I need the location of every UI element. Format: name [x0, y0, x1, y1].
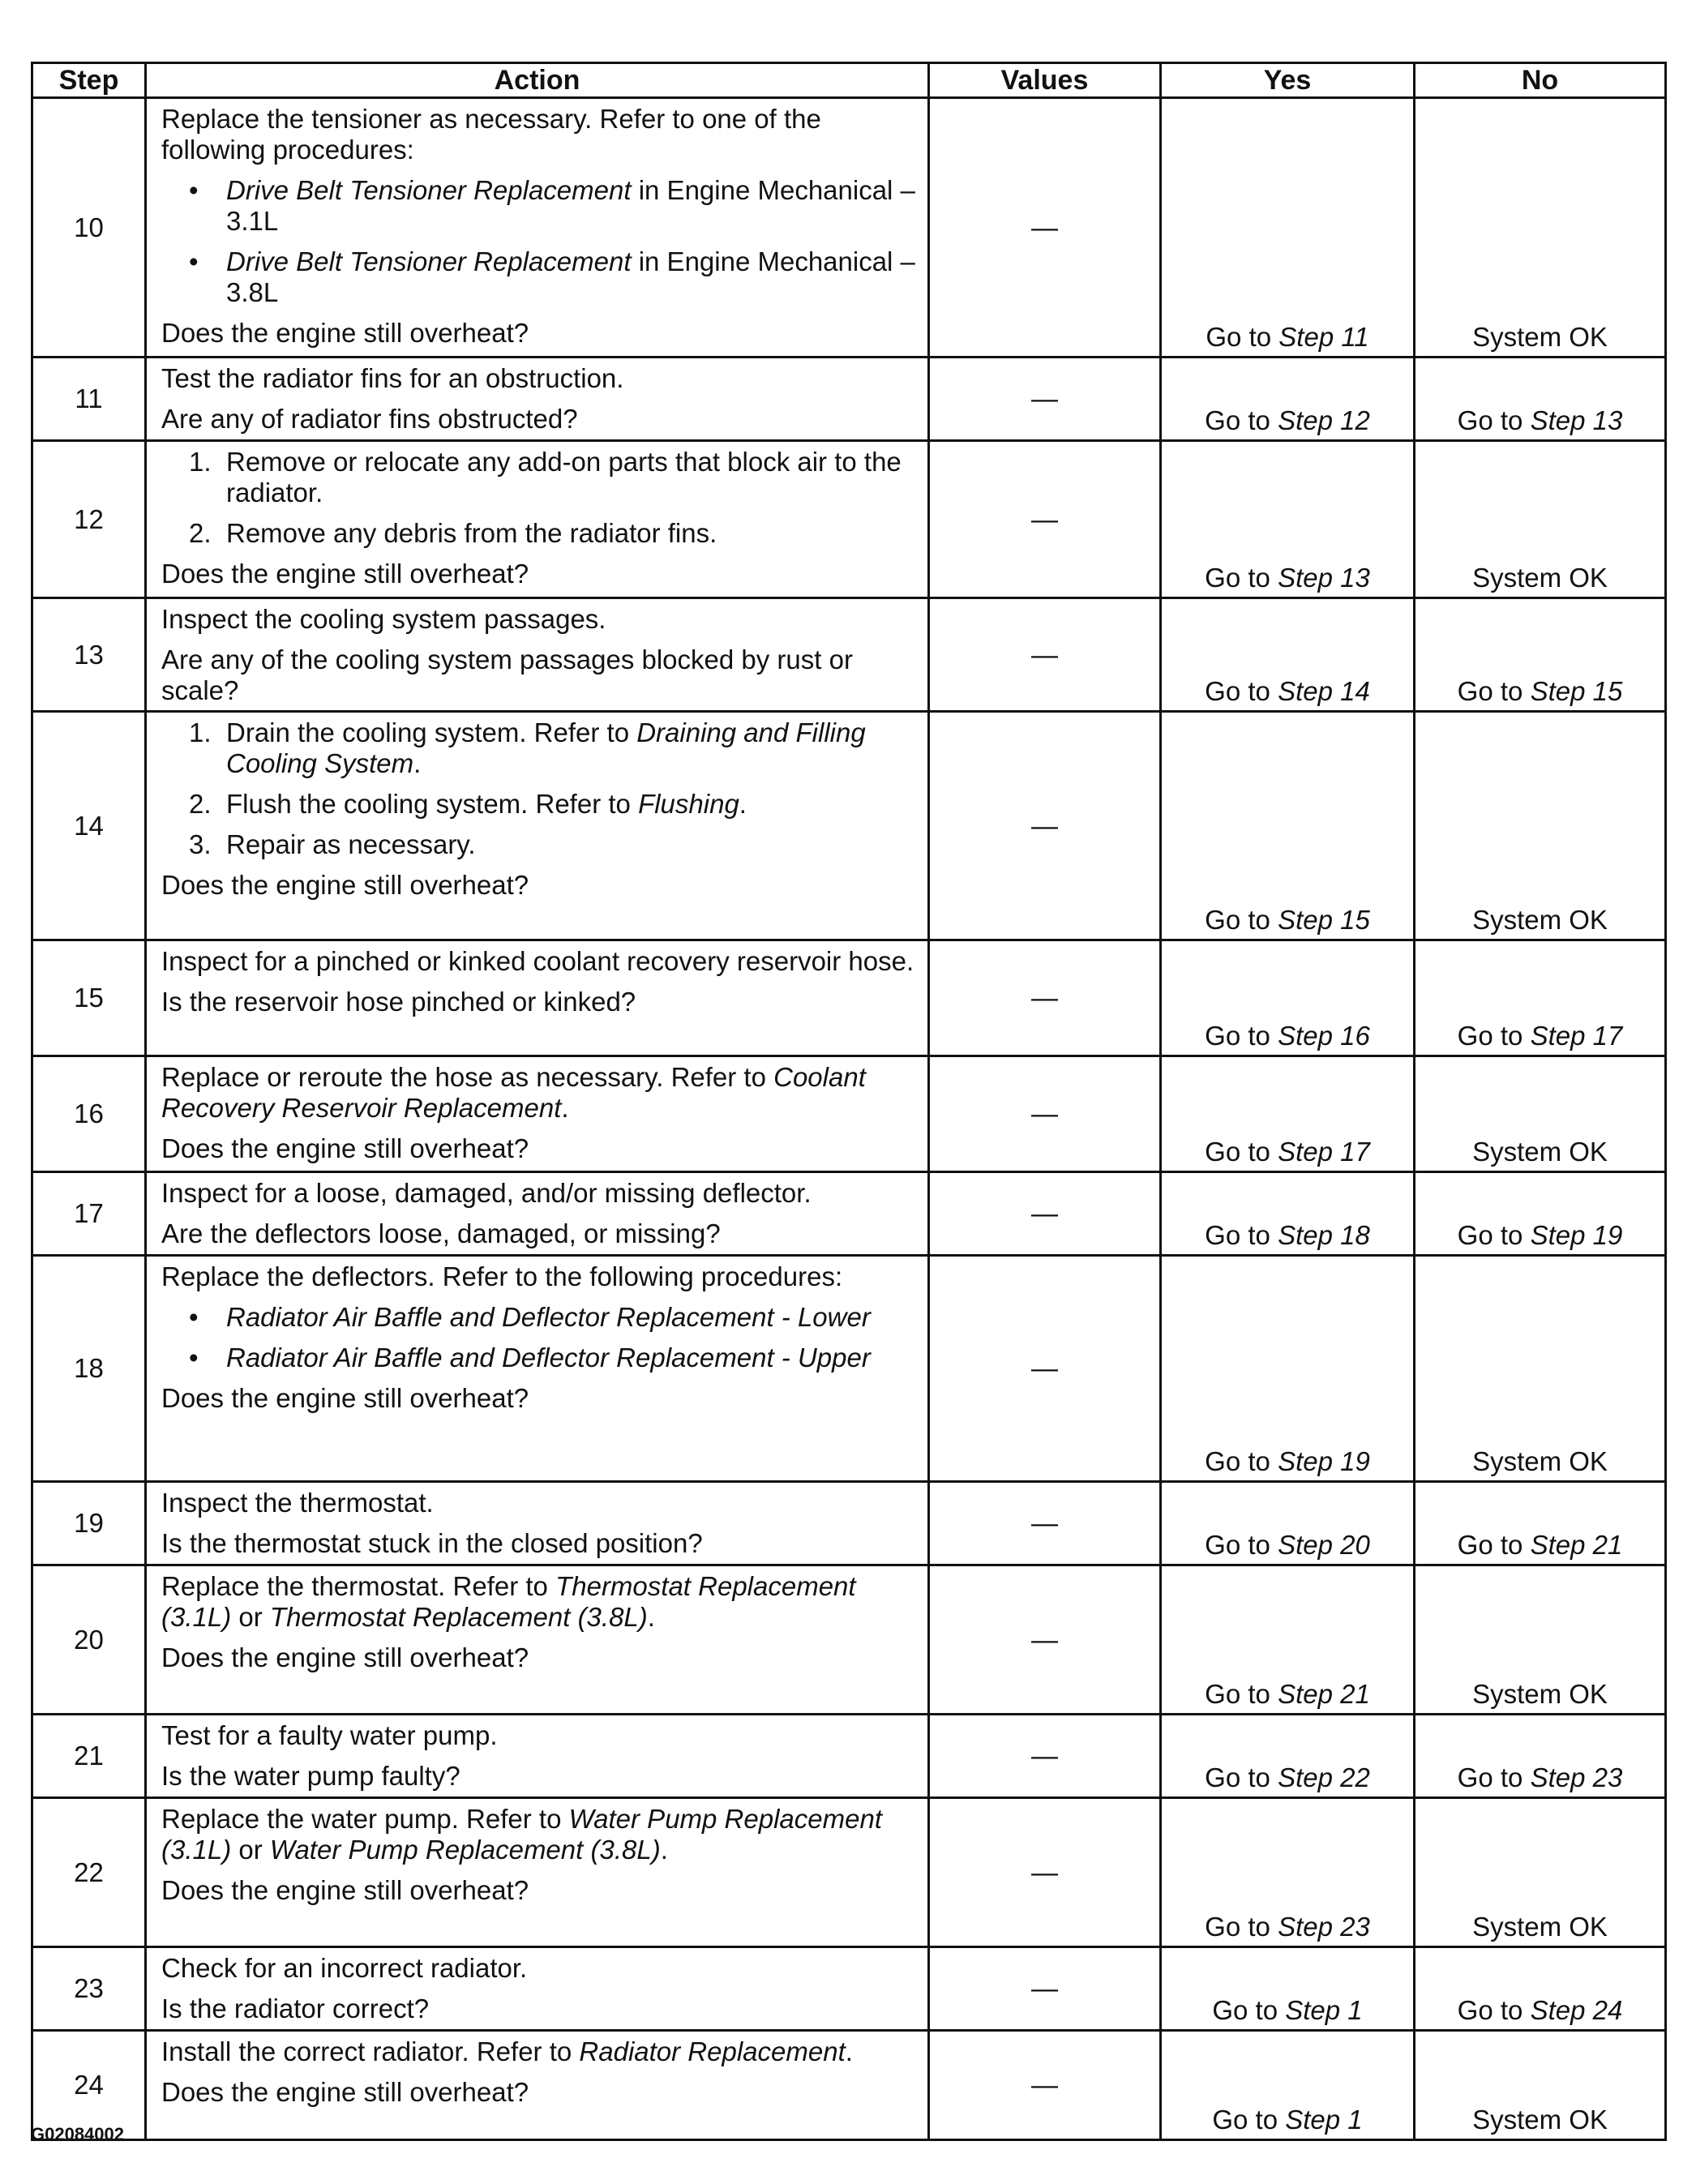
action-cell: [146, 598, 929, 712]
action-text-plain: Test for a faulty water pump.: [161, 1720, 498, 1750]
yes-cell: [1161, 1947, 1415, 2031]
values-cell: —: [929, 1256, 1161, 1482]
procedure-reference: Drive Belt Tensioner Replacement: [226, 246, 632, 276]
action-cell: [146, 1482, 929, 1565]
yes-result: Go to Step 19: [1205, 1446, 1370, 1476]
item-text: Flush the cooling system. Refer to: [226, 789, 639, 819]
yes-result: Go to Step 20: [1205, 1530, 1370, 1560]
no-cell: [1415, 1256, 1666, 1482]
action-text: [161, 1488, 919, 1518]
action-items: [161, 175, 919, 308]
table-row: [32, 358, 1666, 441]
action-text-plain: Test the radiator fins for an obstruction.: [161, 363, 624, 393]
procedure-reference: Water Pump Replacement (3.1L): [161, 1804, 882, 1865]
item-text-end: .: [739, 789, 747, 819]
action-cell: [146, 441, 929, 598]
step-link: Step 21: [1278, 1679, 1370, 1709]
step-link: Step 21: [1530, 1530, 1623, 1560]
step-link: Step 22: [1278, 1762, 1370, 1792]
step-number: 11: [32, 358, 146, 441]
table-row: [32, 2031, 1666, 2140]
header-no: No: [1415, 63, 1666, 98]
values-cell: —: [929, 1482, 1161, 1565]
action-question: Does the engine still overheat?: [161, 559, 529, 589]
header-row: [32, 63, 1666, 98]
no-cell: [1415, 598, 1666, 712]
item-marker: 1.: [189, 717, 212, 747]
action-question: Does the engine still overheat?: [161, 1875, 529, 1905]
action-item: [161, 518, 919, 549]
action-text: [161, 1178, 919, 1209]
step-link: Step 19: [1530, 1220, 1623, 1250]
values-cell: —: [929, 358, 1161, 441]
table-row: [32, 712, 1666, 940]
procedure-reference: Drive Belt Tensioner Replacement: [226, 175, 632, 205]
no-cell: [1415, 1482, 1666, 1565]
no-result: System OK: [1472, 322, 1608, 352]
item-marker: •: [189, 175, 199, 205]
yes-result: Go to Step 22: [1205, 1762, 1370, 1792]
step-number: 22: [32, 1798, 146, 1947]
action-text: [161, 104, 919, 165]
step-link: Step 23: [1530, 1762, 1623, 1792]
action-text: [161, 604, 919, 635]
action-cell: [146, 1172, 929, 1256]
no-cell: [1415, 1172, 1666, 1256]
action-text: [161, 1804, 919, 1865]
step-link: Step 12: [1278, 405, 1370, 435]
table-row: [32, 98, 1666, 358]
values-cell: —: [929, 712, 1161, 940]
item-marker: 2.: [189, 789, 212, 819]
values-cell: —: [929, 1798, 1161, 1947]
action-text: [161, 1062, 919, 1124]
action-text-end: .: [561, 1093, 569, 1123]
yes-cell: [1161, 712, 1415, 940]
action-items: [161, 447, 919, 549]
table-row: [32, 1482, 1666, 1565]
no-cell: [1415, 1947, 1666, 2031]
action-question: Are any of radiator fins obstructed?: [161, 404, 578, 434]
action-text: [161, 1720, 919, 1751]
diagnostic-table: [31, 62, 1667, 2141]
no-cell: [1415, 1565, 1666, 1715]
step-number: 16: [32, 1056, 146, 1172]
yes-cell: [1161, 1798, 1415, 1947]
no-cell: [1415, 1715, 1666, 1798]
procedure-reference: Draining and Filling Cooling System: [226, 717, 866, 778]
procedure-reference: Radiator Air Baffle and Deflector Replacement - Upper: [226, 1343, 871, 1372]
action-items: [161, 717, 919, 860]
values-cell: —: [929, 441, 1161, 598]
action-cell: [146, 358, 929, 441]
table-body: [32, 98, 1666, 2140]
no-result: Go to Step 17: [1457, 1021, 1623, 1051]
item-marker: •: [189, 246, 199, 276]
item-text: Remove any debris from the radiator fins.: [226, 518, 717, 548]
yes-cell: [1161, 1172, 1415, 1256]
step-link: Step 20: [1278, 1530, 1370, 1560]
values-cell: —: [929, 598, 1161, 712]
action-text-plain: Replace the water pump. Refer to: [161, 1804, 569, 1834]
action-text: [161, 1953, 919, 1984]
no-result: Go to Step 13: [1457, 405, 1623, 435]
action-text-plain: Inspect for a loose, damaged, and/or missing deflector.: [161, 1178, 812, 1208]
action-question: Does the engine still overheat?: [161, 1383, 529, 1413]
item-text: Remove or relocate any add-on parts that block air to the radiator.: [226, 447, 902, 507]
header-values: Values: [929, 63, 1161, 98]
action-text-plain: Inspect the thermostat.: [161, 1488, 434, 1518]
step-number: 20: [32, 1565, 146, 1715]
table-row: [32, 1172, 1666, 1256]
no-result: Go to Step 15: [1457, 676, 1623, 706]
step-number: 18: [32, 1256, 146, 1482]
yes-result: Go to Step 14: [1205, 676, 1370, 706]
table-row: [32, 1798, 1666, 1947]
step-number: 13: [32, 598, 146, 712]
yes-cell: [1161, 1056, 1415, 1172]
yes-result: Go to Step 15: [1205, 905, 1370, 935]
action-text-plain: Replace the deflectors. Refer to the following procedures:: [161, 1261, 843, 1291]
step-link: Step 23: [1278, 1912, 1370, 1942]
yes-result: Go to Step 16: [1205, 1021, 1370, 1051]
action-cell: [146, 712, 929, 940]
action-question: Are the deflectors loose, damaged, or missing?: [161, 1218, 721, 1248]
no-result: Go to Step 19: [1457, 1220, 1623, 1250]
action-text-plain: Replace or reroute the hose as necessary. Refer to: [161, 1062, 774, 1092]
action-item: [161, 829, 919, 860]
step-number: 17: [32, 1172, 146, 1256]
no-result: System OK: [1472, 1679, 1608, 1709]
step-link: Step 11: [1278, 322, 1369, 352]
item-marker: •: [189, 1302, 199, 1332]
no-cell: [1415, 358, 1666, 441]
step-number: 10: [32, 98, 146, 358]
yes-cell: [1161, 358, 1415, 441]
figure-code: G02084002: [31, 2124, 124, 2144]
action-text-plain: Replace the tensioner as necessary. Refer to one of the following procedures:: [161, 104, 821, 165]
step-link: Step 1: [1285, 2105, 1363, 2135]
table-row: [32, 1947, 1666, 2031]
action-item: [161, 246, 919, 308]
no-cell: [1415, 940, 1666, 1056]
header-yes: Yes: [1161, 63, 1415, 98]
action-cell: [146, 1715, 929, 1798]
yes-result: Go to Step 18: [1205, 1220, 1370, 1250]
no-cell: [1415, 712, 1666, 940]
item-marker: 1.: [189, 447, 212, 477]
procedure-reference: Thermostat Replacement (3.8L): [269, 1602, 648, 1632]
table-row: [32, 1056, 1666, 1172]
values-cell: —: [929, 1947, 1161, 2031]
values-cell: —: [929, 940, 1161, 1056]
action-item: [161, 175, 919, 237]
yes-result: Go to Step 11: [1206, 322, 1369, 352]
action-cell: [146, 1798, 929, 1947]
yes-cell: [1161, 598, 1415, 712]
procedure-reference: Flushing: [638, 789, 739, 819]
values-cell: —: [929, 1565, 1161, 1715]
table-row: [32, 940, 1666, 1056]
table-row: [32, 598, 1666, 712]
action-cell: [146, 1565, 929, 1715]
step-link: Step 24: [1530, 1995, 1623, 2025]
values-cell: —: [929, 1715, 1161, 1798]
step-link: Step 18: [1278, 1220, 1370, 1250]
table-row: [32, 1715, 1666, 1798]
action-question: Is the reservoir hose pinched or kinked?: [161, 987, 636, 1017]
action-text-end: .: [647, 1602, 655, 1632]
step-link: Step 17: [1278, 1137, 1370, 1167]
action-item: [161, 717, 919, 779]
action-text-plain: Inspect the cooling system passages.: [161, 604, 606, 634]
no-result: Go to Step 21: [1457, 1530, 1623, 1560]
values-cell: —: [929, 1056, 1161, 1172]
yes-cell: [1161, 441, 1415, 598]
item-text-end: in Engine Mechanical – 3.8L: [226, 246, 915, 307]
step-number: 14: [32, 712, 146, 940]
action-text-joiner: or: [231, 1602, 270, 1632]
no-result: System OK: [1472, 563, 1608, 593]
action-cell: [146, 940, 929, 1056]
step-link: Step 13: [1530, 405, 1623, 435]
procedure-reference: Radiator Replacement: [579, 2036, 846, 2066]
action-cell: [146, 1056, 929, 1172]
action-cell: [146, 1947, 929, 2031]
yes-cell: [1161, 1565, 1415, 1715]
header-step: Step: [32, 63, 146, 98]
step-number: 15: [32, 940, 146, 1056]
action-question: Is the radiator correct?: [161, 1993, 430, 2023]
yes-result: Go to Step 1: [1212, 2105, 1363, 2135]
action-question: Does the engine still overheat?: [161, 318, 529, 348]
action-question: Does the engine still overheat?: [161, 870, 529, 900]
item-text: Drain the cooling system. Refer to: [226, 717, 637, 747]
action-question: Are any of the cooling system passages blocked by rust or scale?: [161, 644, 853, 705]
table-row: [32, 441, 1666, 598]
step-link: Step 19: [1278, 1446, 1370, 1476]
step-link: Step 15: [1530, 676, 1623, 706]
action-question: Does the engine still overheat?: [161, 1642, 529, 1672]
yes-cell: [1161, 1482, 1415, 1565]
table-row: [32, 1565, 1666, 1715]
values-cell: —: [929, 1172, 1161, 1256]
table-row: [32, 1256, 1666, 1482]
action-item: [161, 1343, 919, 1373]
action-text-plain: Check for an incorrect radiator.: [161, 1953, 528, 1983]
step-link: Step 17: [1530, 1021, 1623, 1051]
item-marker: •: [189, 1343, 199, 1372]
yes-cell: [1161, 1256, 1415, 1482]
action-cell: [146, 98, 929, 358]
no-result: System OK: [1472, 1137, 1608, 1167]
action-text-end: .: [845, 2036, 853, 2066]
header-action: Action: [146, 63, 929, 98]
yes-cell: [1161, 98, 1415, 358]
action-item: [161, 1302, 919, 1333]
action-text: [161, 1571, 919, 1633]
yes-result: Go to Step 23: [1205, 1912, 1370, 1942]
action-text-plain: Install the correct radiator. Refer to: [161, 2036, 580, 2066]
no-result: System OK: [1472, 1912, 1608, 1942]
item-marker: 3.: [189, 829, 212, 859]
step-link: Step 13: [1278, 563, 1370, 593]
step-number: 23: [32, 1947, 146, 2031]
values-cell: —: [929, 98, 1161, 358]
step-link: Step 15: [1278, 905, 1370, 935]
action-question: Does the engine still overheat?: [161, 2077, 529, 2107]
no-result: System OK: [1472, 2105, 1608, 2135]
yes-result: Go to Step 17: [1205, 1137, 1370, 1167]
no-result: System OK: [1472, 905, 1608, 935]
no-cell: [1415, 2031, 1666, 2140]
step-number: 19: [32, 1482, 146, 1565]
item-text: Repair as necessary.: [226, 829, 476, 859]
procedure-reference: Radiator Air Baffle and Deflector Replacement - Lower: [226, 1302, 871, 1332]
action-cell: [146, 1256, 929, 1482]
yes-result: Go to Step 1: [1212, 1995, 1363, 2025]
item-text-end: in Engine Mechanical – 3.1L: [226, 175, 915, 236]
values-cell: —: [929, 2031, 1161, 2140]
action-text: [161, 363, 919, 394]
action-items: [161, 1302, 919, 1373]
yes-result: Go to Step 12: [1205, 405, 1370, 435]
item-text-end: .: [413, 748, 422, 778]
action-text-plain: Replace the thermostat. Refer to: [161, 1571, 556, 1601]
no-cell: [1415, 1056, 1666, 1172]
yes-cell: [1161, 2031, 1415, 2140]
step-link: Step 16: [1278, 1021, 1370, 1051]
action-question: Is the water pump faulty?: [161, 1761, 460, 1791]
no-result: Go to Step 24: [1457, 1995, 1623, 2025]
procedure-reference: Thermostat Replacement (3.1L): [161, 1571, 856, 1632]
step-number: 12: [32, 441, 146, 598]
yes-cell: [1161, 1715, 1415, 1798]
action-cell: [146, 2031, 929, 2140]
no-result: System OK: [1472, 1446, 1608, 1476]
no-cell: [1415, 98, 1666, 358]
action-text-joiner: or: [231, 1835, 270, 1865]
step-link: Step 1: [1285, 1995, 1363, 2025]
action-text-plain: Inspect for a pinched or kinked coolant recovery reservoir hose.: [161, 946, 914, 976]
action-text: [161, 2036, 919, 2067]
action-text-end: .: [660, 1835, 668, 1865]
action-text: [161, 946, 919, 977]
no-result: Go to Step 23: [1457, 1762, 1623, 1792]
procedure-reference: Water Pump Replacement (3.8L): [269, 1835, 661, 1865]
no-cell: [1415, 441, 1666, 598]
step-number: 21: [32, 1715, 146, 1798]
yes-result: Go to Step 21: [1205, 1679, 1370, 1709]
action-item: [161, 447, 919, 508]
action-text: [161, 1261, 919, 1292]
action-question: Is the thermostat stuck in the closed position?: [161, 1528, 703, 1558]
procedure-reference: Coolant Recovery Reservoir Replacement: [161, 1062, 866, 1123]
yes-result: Go to Step 13: [1205, 563, 1370, 593]
no-cell: [1415, 1798, 1666, 1947]
action-item: [161, 789, 919, 820]
step-number: 24: [32, 2031, 146, 2140]
yes-cell: [1161, 940, 1415, 1056]
action-question: Does the engine still overheat?: [161, 1133, 529, 1163]
item-marker: 2.: [189, 518, 212, 548]
step-link: Step 14: [1278, 676, 1370, 706]
